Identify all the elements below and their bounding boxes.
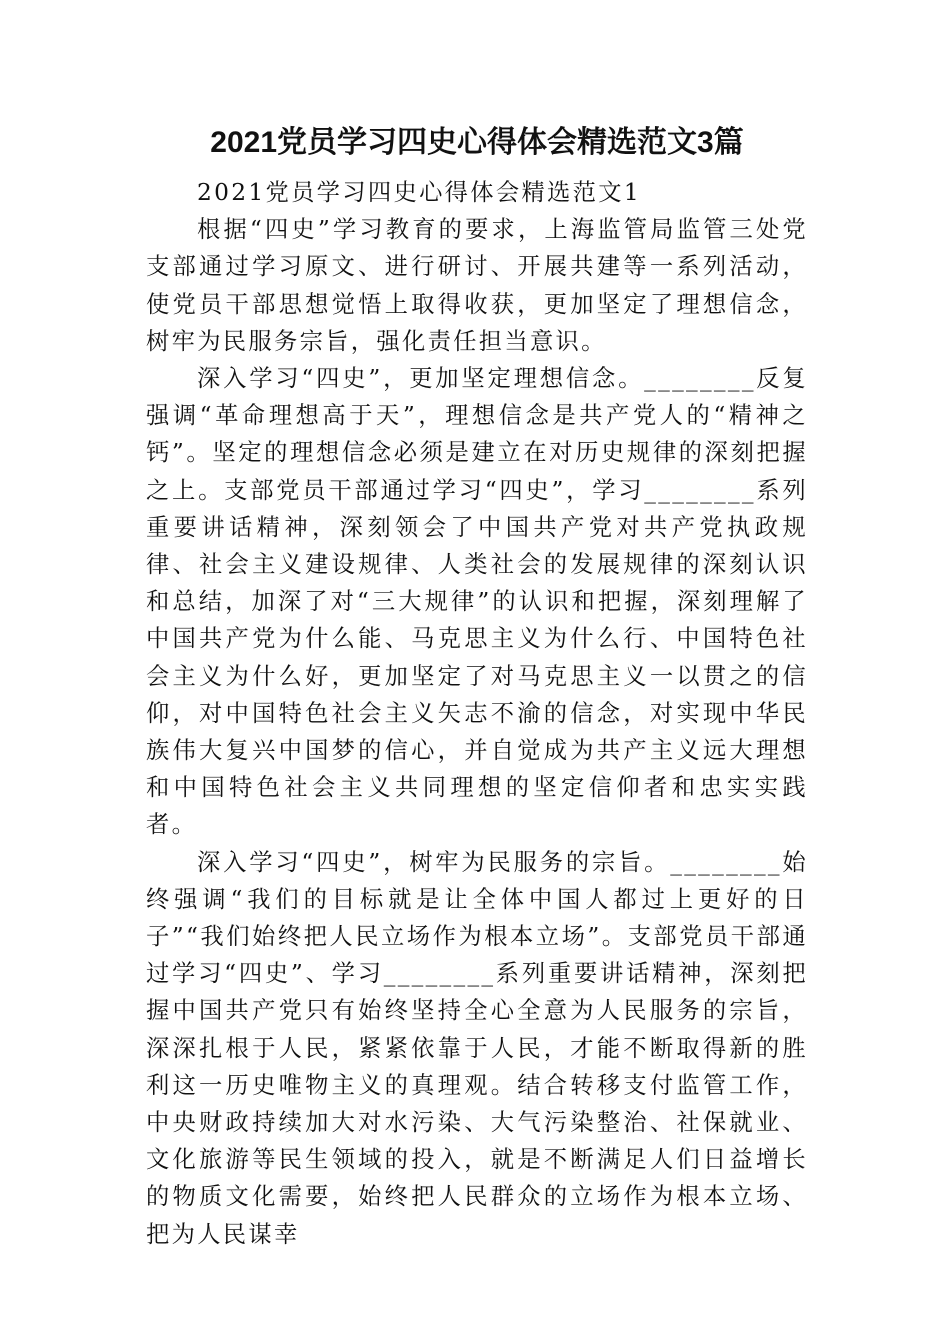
paragraph-1: 根据“四史”学习教育的要求，上海监管局监管三处党支部通过学习原文、进行研讨、开展共建等一系列活动，使党员干部思想觉悟上取得收获，更加坚定了理想信念，树牢为民服务宗旨，强化责任担当意识。 xyxy=(146,216,808,355)
document-title: 2021党员学习四史心得体会精选范文3篇 xyxy=(210,126,744,159)
document-body xyxy=(146,174,808,1253)
paragraph-3: 深入学习“四史”，树牢为民服务的宗旨。________始终强调“我们的目标就是让全体中国人都过上更好的日子”“我们始终把人民立场作为根本立场”。支部党员干部通过学习“四史”、学习________系列重要讲话精神，深刻把握中国共产党只有始终坚持全心全意为人民服务的宗旨，深深扎根于人民，紧紧依靠于人民，才能不断取得新的胜利这一历史唯物主义的真理观。结合转移支付监管工作，中央财政持续加大对水污染、大气污染整治、社保就业、文化旅游等民生领域的投入，就是不断满足人们日益增长的物质文化需要，始终把人民群众的立场作为根本立场、把为人民谋幸 xyxy=(146,848,808,1248)
paragraph-2: 深入学习“四史”，更加坚定理想信念。________反复强调“革命理想高于天”，理想信念是共产党人的“精神之钙”。坚定的理想信念必须是建立在对历史规律的深刻把握之上。支部党员干部通过学习“四史”，学习________系列重要讲话精神，深刻领会了中国共产党对共产党执政规律、社会主义建设规律、人类社会的发展规律的深刻认识和总结，加深了对“三大规律”的认识和把握，深刻理解了中国共产党为什么能、马克思主义为什么行、中国特色社会主义为什么好，更加坚定了对马克思主义一以贯之的信仰，对中国特色社会主义矢志不渝的信念，对实现中华民族伟大复兴中国梦的信心，并自觉成为共产主义远大理想和中国特色社会主义共同理想的坚定信仰者和忠实实践者。 xyxy=(146,365,808,839)
document-page xyxy=(146,118,808,1253)
section-subtitle: 2021党员学习四史心得体会精选范文1 xyxy=(197,179,641,206)
